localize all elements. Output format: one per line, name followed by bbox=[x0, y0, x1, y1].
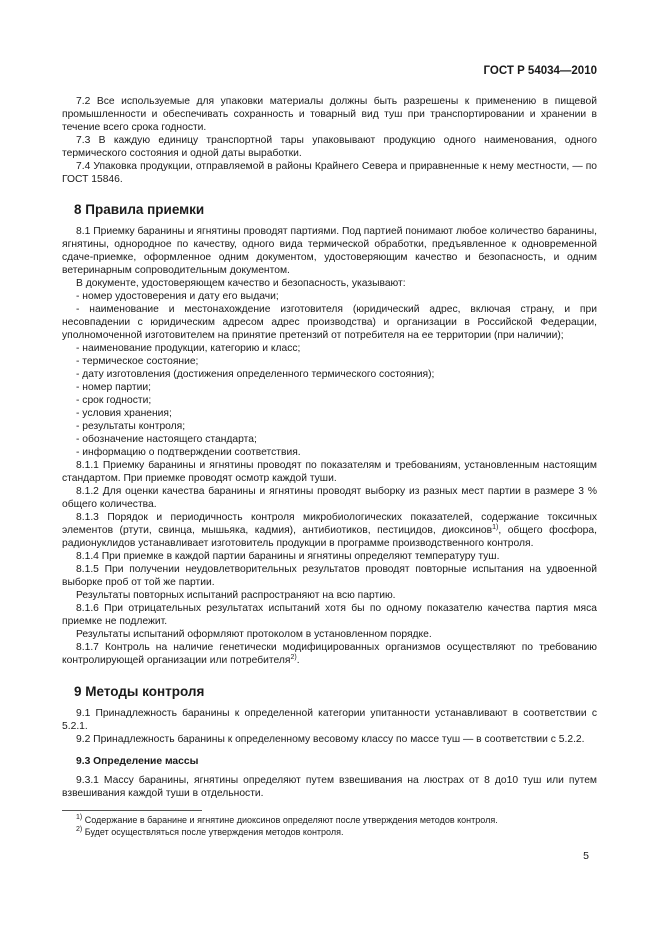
list-item: - термическое состояние; bbox=[76, 356, 199, 367]
para-9-3-1: 9.3.1 Массу баранины, ягнятины определяют путем взвешивания на люстрах от 8 до10 туш или путем взвешивания каждой туши в отдельности. bbox=[62, 775, 597, 799]
para-8-1-3-text-b: , общего фосфора, радионуклидов устанавливает изготовитель продукции в программе производственного контроля. bbox=[62, 525, 597, 549]
section-8-title: 8 Правила приемки bbox=[74, 202, 205, 217]
document-code-header: ГОСТ Р 54034—2010 bbox=[483, 65, 597, 77]
footnote-ref-1: 1) bbox=[492, 524, 499, 531]
footnote-1 bbox=[62, 814, 597, 826]
list-item: - наименование и местонахождение изготовителя (юридический адрес, включая страну, и при несовпадении с юридическим адресом адрес производства) и организации в Российской Федерации, уполномоченной изготовителем на принятие претензий от потребителя на ее территории (при наличии); bbox=[62, 304, 597, 341]
list-item: - информацию о подтверждении соответствия. bbox=[76, 447, 301, 458]
para-8-1-6-protocol: Результаты испытаний оформляют протоколом в установленном порядке. bbox=[76, 629, 432, 640]
list-item: - дату изготовления (достижения определенного термического состояния); bbox=[76, 369, 435, 380]
subsection-9-3-title: 9.3 Определение массы bbox=[76, 756, 199, 767]
para-7-4: 7.4 Упаковка продукции, отправляемой в районы Крайнего Севера и приравненные к нему местности, — по ГОСТ 15846. bbox=[62, 161, 597, 185]
para-8-1-1: 8.1.1 Приемку баранины и ягнятины проводят по показателям и требованиям, установленным настоящим стандартом. При приемке проводят осмотр каждой туши. bbox=[62, 460, 597, 484]
para-8-1-7 bbox=[62, 641, 597, 667]
footnote-text-1: Содержание в баранине и ягнятине диоксинов определяют после утверждения методов контроля. bbox=[82, 815, 498, 825]
para-9-2: 9.2 Принадлежность баранины к определенному весовому классу по массе туш — в соответствии с 5.2.2. bbox=[76, 734, 585, 745]
list-item: - номер удостоверения и дату его выдачи; bbox=[76, 291, 279, 302]
list-item: - результаты контроля; bbox=[76, 421, 186, 432]
para-8-1-5: 8.1.5 При получении неудовлетворительных результатов проводят повторные испытания на удвоенной выборке проб от той же партии. bbox=[62, 564, 597, 588]
para-8-1-7-text-a: 8.1.7 Контроль на наличие генетически модифицированных организмов осуществляют по требованию контролирующей организации или потребителя bbox=[62, 642, 597, 666]
para-8-1-4: 8.1.4 При приемке в каждой партии баранины и ягнятины определяют температуру туш. bbox=[76, 551, 500, 562]
para-7-3: 7.3 В каждую единицу транспортной тары упаковывают продукцию одного наименования, одного термического состояния и одной даты выработки. bbox=[62, 135, 597, 159]
para-8-1-2: 8.1.2 Для оценки качества баранины и ягнятины проводят выборку из разных мест партии в размере 3 % общего количества. bbox=[62, 486, 597, 510]
footnote-mark-1: 1) bbox=[76, 814, 83, 821]
para-7-2: 7.2 Все используемые для упаковки материалы должны быть разрешены к применению в пищевой промышленности и обеспечивать сохранность и товарный вид туш при транспортировании и хранении в течение всего срока годности. bbox=[62, 96, 597, 133]
section-9-title: 9 Методы контроля bbox=[74, 684, 205, 699]
para-8-1-7-text-b: . bbox=[296, 655, 300, 666]
page-number: 5 bbox=[583, 850, 589, 862]
list-item: - номер партии; bbox=[76, 382, 151, 393]
footnote-mark-2: 2) bbox=[76, 826, 83, 833]
page-body bbox=[62, 0, 597, 838]
footnote-ref-2: 2) bbox=[290, 654, 297, 661]
para-8-1-3-text-a: 8.1.3 Порядок и периодичность контроля микробиологических показателей, содержание токсичных элементов (ртути, свинца, мышьяка, кадмия), антибиотиков, пестицидов, диоксинов bbox=[62, 512, 597, 536]
footnote-2 bbox=[62, 826, 597, 838]
list-item: - условия хранения; bbox=[76, 408, 172, 419]
list-item: - срок годности; bbox=[76, 395, 152, 406]
list-item: - наименование продукции, категорию и класс; bbox=[76, 343, 301, 354]
footnote-text-2: Будет осуществляться после утверждения методов контроля. bbox=[82, 827, 344, 837]
para-8-1: 8.1 Приемку баранины и ягнятины проводят партиями. Под партией понимают любое количество баранины, ягнятины, однородное по качеству, одного вида термической обработки, предъявленное к одновременной сдаче-приемке, оформленное одним документом, удостоверяющим качество и безопасность, и одним ветеринарным сопроводительным документом. bbox=[62, 226, 597, 276]
list-item: - обозначение настоящего стандарта; bbox=[76, 434, 257, 445]
para-8-1-3 bbox=[62, 511, 597, 550]
para-8-1-document: В документе, удостоверяющем качество и безопасность, указывают: bbox=[76, 278, 406, 289]
para-8-1-6: 8.1.6 При отрицательных результатах испытаний хотя бы по одному показателю качества партия мяса приемке не подлежит. bbox=[62, 603, 597, 627]
para-8-1-5-repeat: Результаты повторных испытаний распространяют на всю партию. bbox=[76, 590, 396, 601]
para-9-1: 9.1 Принадлежность баранины к определенной категории упитанности устанавливают в соответствии с 5.2.1. bbox=[62, 708, 597, 732]
